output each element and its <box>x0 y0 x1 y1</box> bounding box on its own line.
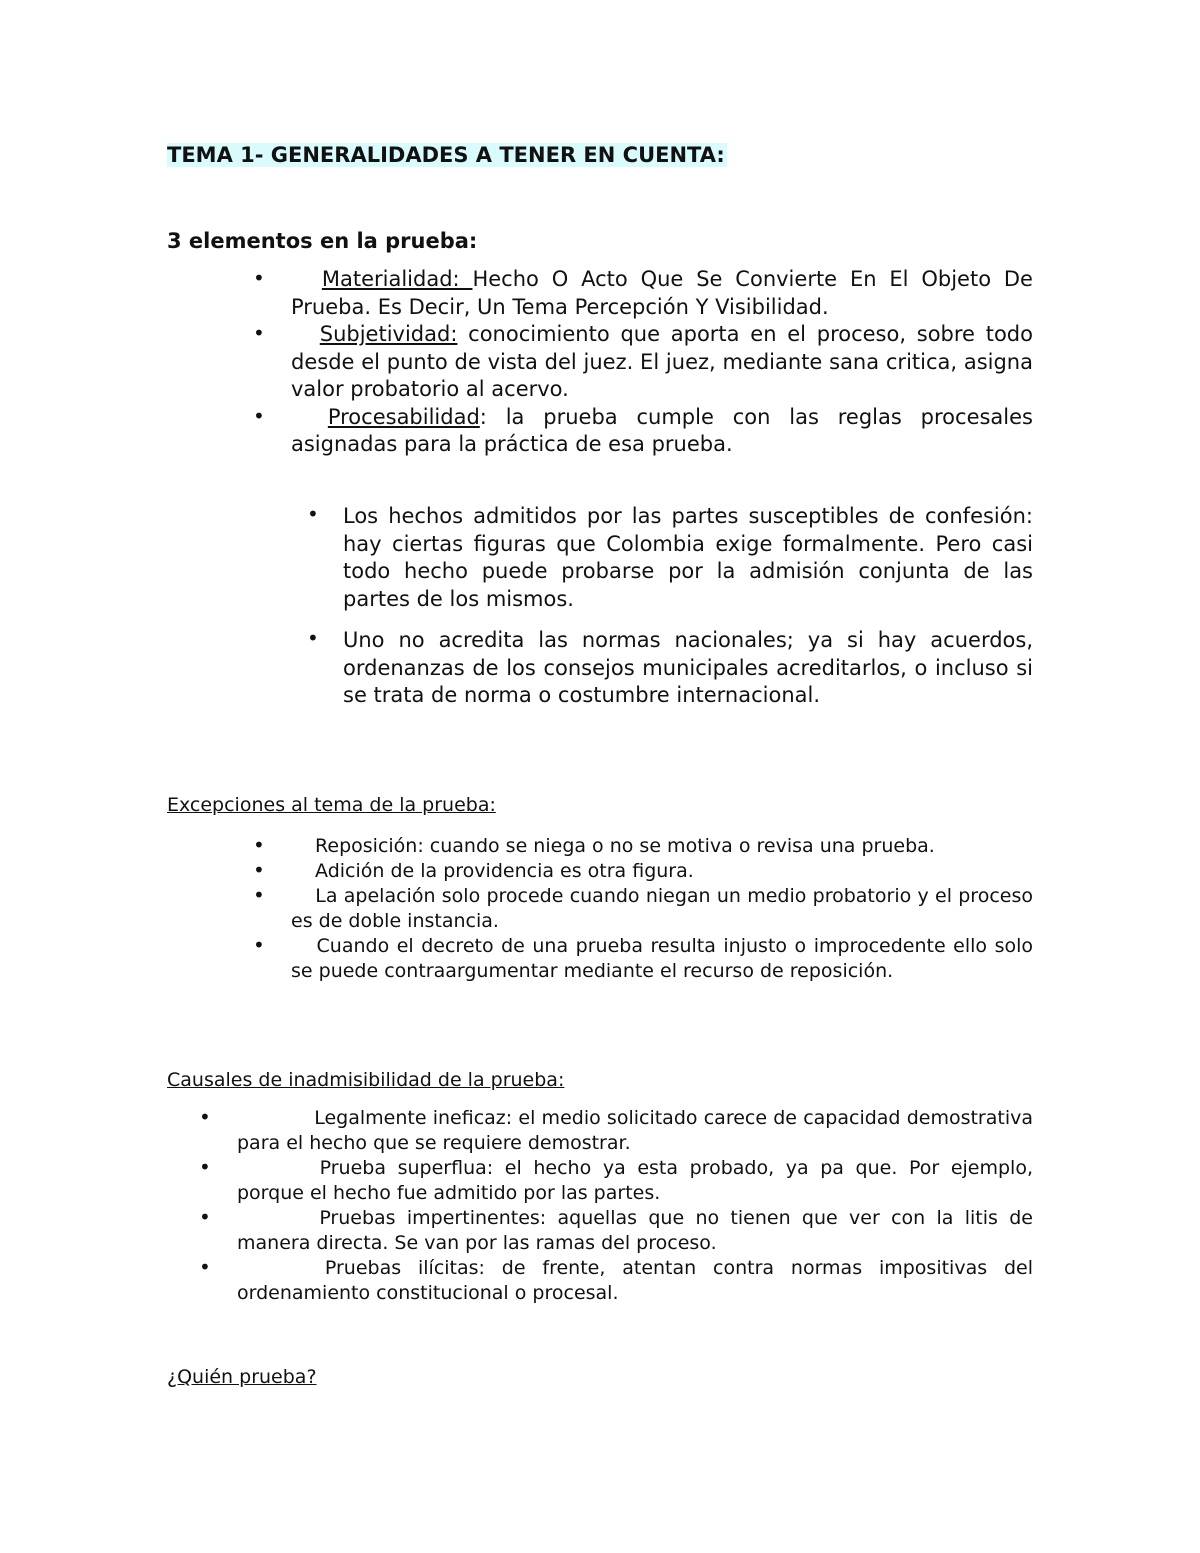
list-item <box>199 1105 1033 1156</box>
list-item <box>253 858 1033 884</box>
causales-heading: Causales de inadmisibilidad de la prueba: <box>167 1069 565 1091</box>
page-title: TEMA 1- GENERALIDADES A TENER EN CUENTA: <box>167 143 725 167</box>
list-item <box>253 266 1033 321</box>
list-item <box>253 403 1033 459</box>
item-text: Cuando el decreto de una prueba resulta injusto o improcedente ello solo se puede contraargumentar mediante el recurso de reposición. <box>291 935 1033 982</box>
list-item <box>199 1205 1033 1256</box>
item-text: : la prueba cumple con las reglas procesales asignadas para la práctica de esa prueba. <box>291 404 1033 456</box>
note-text: Uno no acredita las normas nacionales; ya si hay acuerdos, ordenanzas de los consejos municipales acreditarlos, o incluso si se trata de norma o costumbre internacional. <box>343 628 1033 707</box>
item-term: Subjetividad: <box>319 322 458 346</box>
item-text: Prueba superflua: el hecho ya esta probado, ya pa que. Por ejemplo, porque el hecho fue admitido por las partes. <box>237 1157 1033 1204</box>
bullet-icon: • <box>199 1105 211 1129</box>
item-text: Legalmente ineficaz: el medio solicitado carece de capacidad demostrativa para el hecho que se requiere demostrar. <box>237 1107 1033 1154</box>
bullet-icon: • <box>253 933 265 957</box>
item-text: conocimiento que aporta en el proceso, sobre todo desde el punto de vista del juez. El juez, mediante sana critica, asigna valor probatorio al acervo. <box>291 322 1033 401</box>
bullet-icon: • <box>199 1155 211 1179</box>
item-text: Pruebas impertinentes: aquellas que no tienen que ver con la litis de manera directa. Se van por las ramas del proceso. <box>237 1207 1033 1254</box>
elements-heading: 3 elementos en la prueba: <box>167 229 478 253</box>
elements-list <box>253 266 1033 459</box>
list-item <box>253 883 1033 934</box>
note-text: Los hechos admitidos por las partes susceptibles de confesión: hay ciertas figuras que Colombia exige formalmente. Pero casi todo hecho puede probarse por la admisión conjunta de las partes de los mismos. <box>343 504 1033 611</box>
causales-list <box>199 1105 1033 1306</box>
list-item <box>199 1255 1033 1306</box>
list-item <box>253 833 1033 859</box>
bullet-icon: • <box>307 626 319 650</box>
quien-heading: ¿Quién prueba? <box>167 1366 317 1388</box>
excepciones-list <box>253 833 1033 984</box>
bullet-icon: • <box>253 883 265 907</box>
list-item <box>253 933 1033 984</box>
bullet-icon: • <box>253 833 265 857</box>
list-item <box>307 626 1033 710</box>
bullet-icon: • <box>253 858 265 882</box>
bullet-icon: • <box>253 266 265 290</box>
bullet-icon: • <box>253 321 265 345</box>
item-text: La apelación solo procede cuando niegan un medio probatorio y el proceso es de doble instancia. <box>291 885 1033 932</box>
item-term: Materialidad: <box>321 267 473 291</box>
bullet-icon: • <box>307 502 319 526</box>
bullet-icon: • <box>199 1255 211 1279</box>
list-item <box>199 1155 1033 1206</box>
item-text: Pruebas ilícitas: de frente, atentan contra normas impositivas del ordenamiento constitucional o procesal. <box>237 1257 1033 1304</box>
excepciones-heading: Excepciones al tema de la prueba: <box>167 794 496 816</box>
item-text: Hecho O Acto Que Se Convierte En El Objeto De Prueba. Es Decir, Un Tema Percepción Y Visibilidad. <box>291 267 1033 319</box>
bullet-icon: • <box>199 1205 211 1229</box>
list-item <box>253 321 1033 404</box>
item-text: Adición de la providencia es otra figura. <box>315 860 694 882</box>
bullet-icon: • <box>253 403 265 428</box>
item-term: Procesabilidad <box>327 404 480 429</box>
notes-list <box>307 502 1033 724</box>
list-item <box>307 502 1033 613</box>
item-text: Reposición: cuando se niega o no se motiva o revisa una prueba. <box>315 835 935 857</box>
